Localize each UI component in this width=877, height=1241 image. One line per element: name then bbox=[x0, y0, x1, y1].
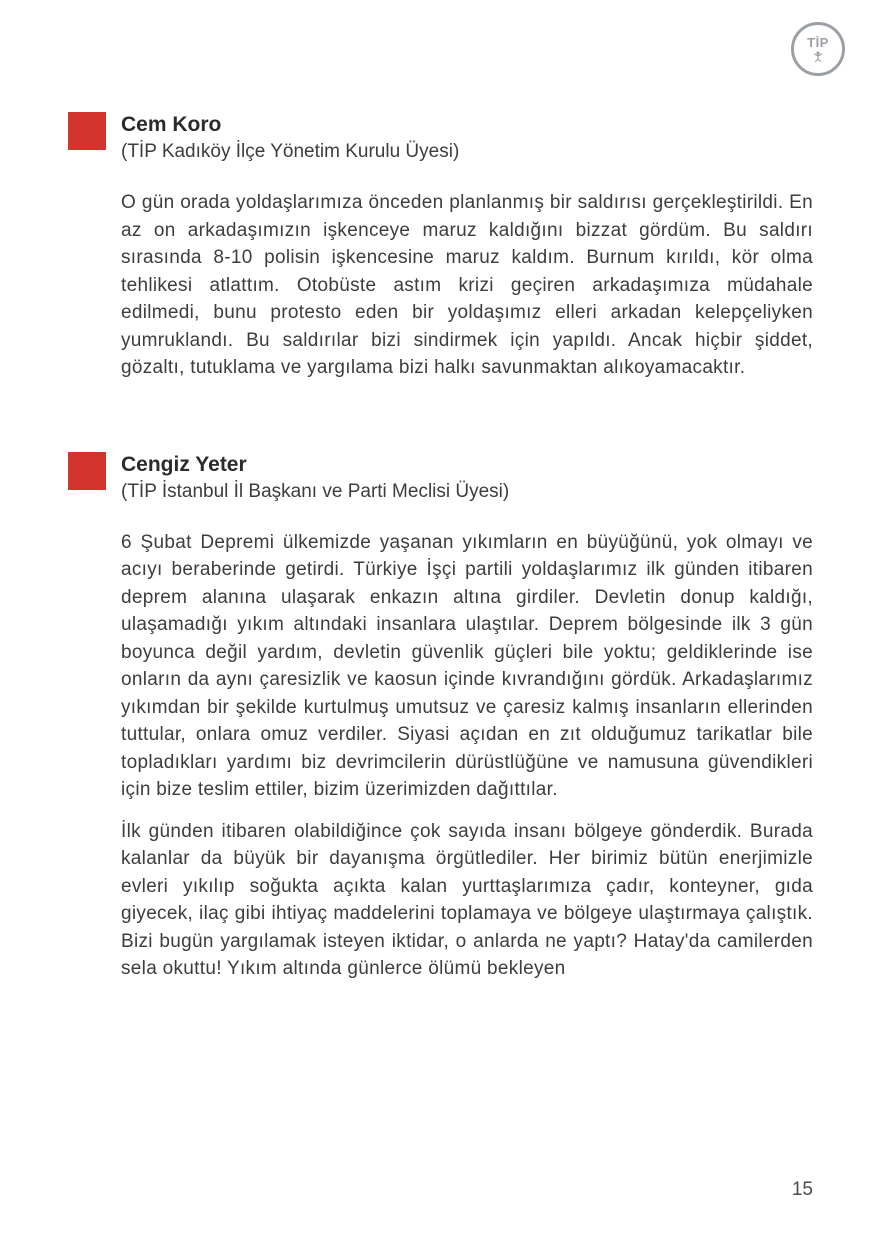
speaker-name: Cem Koro bbox=[121, 113, 222, 136]
tip-logo-emblem-icon bbox=[811, 50, 825, 62]
speaker-paragraphs bbox=[121, 529, 813, 983]
tip-logo-text: TİP bbox=[807, 35, 829, 50]
content-column bbox=[68, 112, 813, 983]
speaker-section-cengiz-yeter bbox=[68, 452, 813, 983]
speaker-name: Cengiz Yeter bbox=[121, 452, 247, 476]
section-body bbox=[121, 452, 813, 983]
tip-logo bbox=[791, 22, 845, 76]
section-body bbox=[121, 112, 813, 382]
red-section-marker bbox=[68, 452, 106, 490]
red-section-marker bbox=[68, 112, 106, 150]
speaker-section-cem-koro bbox=[68, 112, 813, 382]
paragraph: 6 Şubat Depremi ülkemizde yaşanan yıkımların en büyüğünü, yok olmayı ve acıyı beraberinde getirdi. Türkiye İşçi partili yoldaşlarımız ilk günden itibaren deprem alanına ulaşarak enkazın altına girdiler. Devletin donup kaldığı, ulaşamadığı yıkım altındaki insanlara ulaştılar. Deprem bölgesinde ilk 3 gün boyunca değil yardım, devletin güvenlik güçleri bile yoktu; geldiklerinde ise onların da aynı çaresizlik ve kaosun içinde kıvrandığını gördük. Arkadaşlarımız yıkımdan bir şekilde kurtulmuş umutsuz ve çaresiz kalmış insanların ellerinden tuttular, onlara omuz verdiler. Siyasi açıdan en zıt olduğumuz tarikatlar bile topladıkları yardımı biz devrimcilerin dürüstlüğüne ve namusuna güvendikleri için bize teslim ettiler, bizim üzerimizden dağıttılar. bbox=[121, 531, 813, 800]
paragraph: O gün orada yoldaşlarımıza önceden planlanmış bir saldırısı gerçekleştirildi. En az on arkadaşımızın işkenceye maruz kaldığını bizzat gördüm. Bu saldırı sırasında 8-10 polisin işkencesine maruz kaldım. Burnum kırıldı, kör olma tehlikesi atlattım. Otobüste astım krizi geçiren arkadaşımıza müdahale edilmedi, bunu protesto eden bir yoldaşımız elleri arkadan kelepçeliyken yumruklandı. Bu saldırılar bizi sindirmek için yapıldı. Ancak hiçbir şiddet, gözaltı, tutuklama ve yargılama bizi halkı savunmaktan alıkoyamacaktır. bbox=[121, 192, 813, 378]
paragraph: İlk günden itibaren olabildiğince çok sayıda insanı bölgeye gönderdik. Burada kalanlar da büyük bir dayanışma örgütlediler. Her birimiz bütün enerjimizle evleri yıkılıp soğukta açıkta kalan yurttaşlarımıza çadır, konteyner, gıda giyecek, ilaç gibi ihtiyaç maddelerini toplamaya ve bölgeye ulaştırmaya çalıştık. Bizi bugün yargılamak isteyen iktidar, o anlarda ne yaptı? Hatay'da camilerden sela okuttu! Yıkım altında günlerce ölümü bekleyen bbox=[121, 820, 813, 979]
speaker-paragraphs bbox=[121, 189, 813, 382]
speaker-title: (TİP Kadıköy İlçe Yönetim Kurulu Üyesi) bbox=[121, 141, 460, 162]
speaker-title: (TİP İstanbul İl Başkanı ve Parti Meclisi Üyesi) bbox=[121, 480, 510, 502]
page-number: 15 bbox=[791, 1179, 813, 1200]
